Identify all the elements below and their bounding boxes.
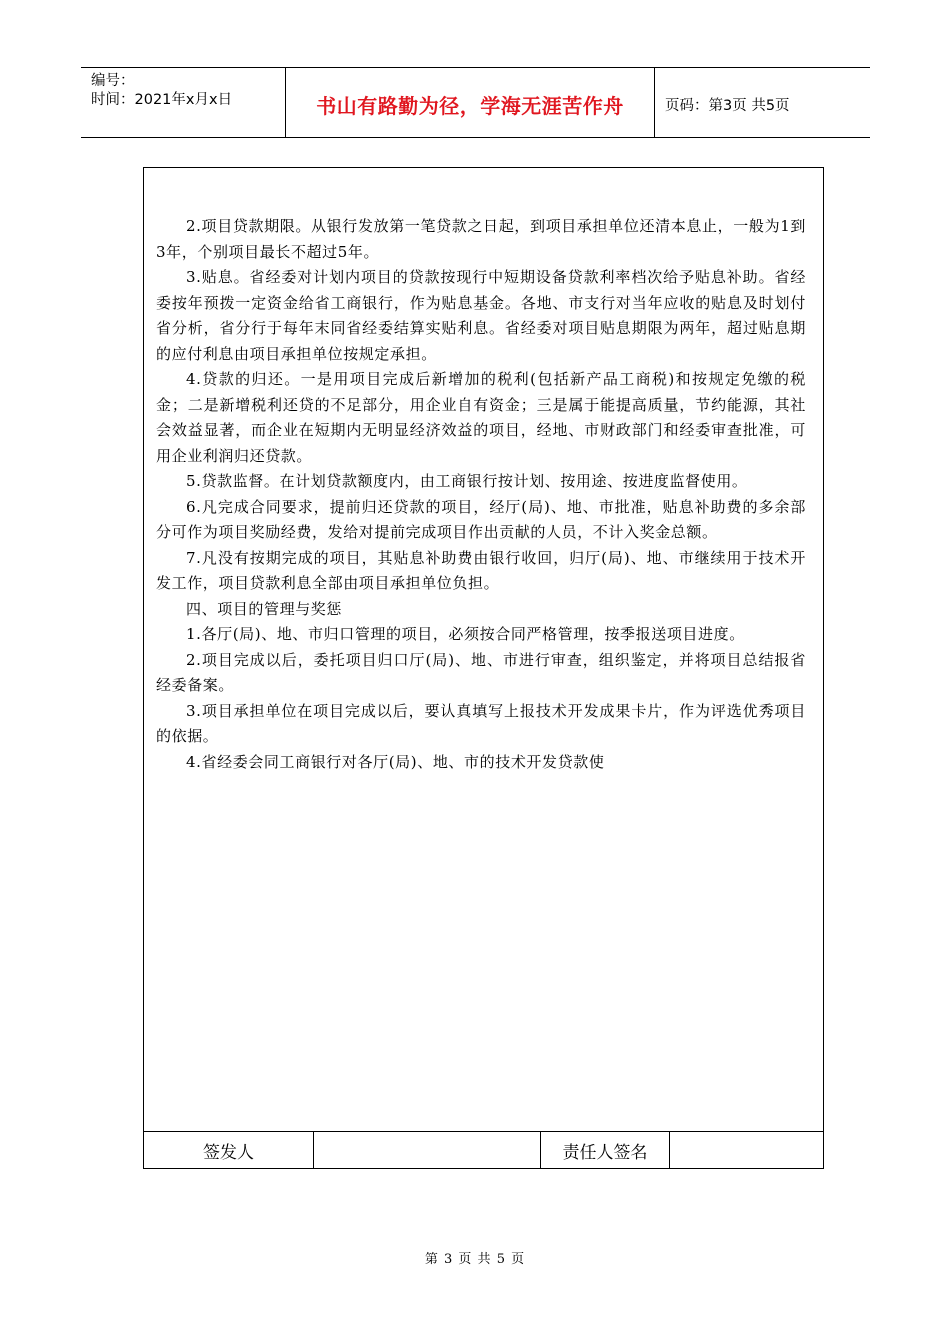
paragraph: 4.省经委会同工商银行对各厅(局)、地、市的技术开发贷款使 — [186, 752, 605, 771]
responsible-label: 责任人签名 — [541, 1132, 670, 1168]
signature-row — [143, 1131, 824, 1169]
paragraph: 2.项目贷款期限。从银行发放第一笔贷款之日起，到项目承担单位还清本息止，一般为1到3年，个别项目最长不超过5年。 — [156, 217, 806, 261]
number-label: 编号： — [91, 73, 135, 89]
paragraph: 3.项目承担单位在项目完成以后，要认真填写上报技术开发成果卡片，作为评选优秀项目的依据。 — [156, 701, 806, 745]
page-footer: 第 3 页 共 5 页 — [424, 1252, 526, 1267]
document-body — [156, 214, 806, 775]
header-motto: 书山有路勤为径，学海无涯苦作舟 — [285, 68, 655, 137]
issuer-label: 签发人 — [144, 1132, 314, 1168]
paragraph: 7.凡没有按期完成的项目，其贴息补助费由银行收回，归厅(局)、地、市继续用于技术开发工作，项目贷款利息全部由项目承担单位负担。 — [156, 548, 806, 592]
issuer-field[interactable] — [314, 1132, 541, 1168]
paragraph: 3.贴息。省经委对计划内项目的贷款按现行中短期设备贷款利率档次给予贴息补助。省经委按年预拨一定资金给省工商银行，作为贴息基金。各地、市支行对当年应收的贴息及时划付省分析，省分行于每年末同省经委结算实贴利息。省经委对项目贴息期限为两年，超过贴息期的应付利息由项目承担单位按规定承担。 — [156, 268, 806, 363]
paragraph: 5.贷款监督。在计划贷款额度内，由工商银行按计划、按用途、按进度监督使用。 — [186, 472, 748, 490]
responsible-field[interactable] — [670, 1132, 823, 1168]
paragraph: 4.贷款的归还。一是用项目完成后新增加的税利(包括新产品工商税)和按规定免缴的税金；二是新增税利还贷的不足部分，用企业自有资金；三是属于能提高质量，节约能源，其社会效益显著，而企业在短期内无明显经济效益的项目，经地、市财政部门和经委审查批准，可用企业利润归还贷款。 — [156, 370, 806, 465]
paragraph: 6.凡完成合同要求，提前归还贷款的项目，经厅(局)、地、市批准，贴息补助费的多余部分可作为项目奖励经费，发给对提前完成项目作出贡献的人员，不计入奖金总额。 — [156, 497, 806, 541]
header-page-info: 页码：第3页 共5页 — [665, 98, 790, 114]
header-table — [81, 67, 870, 138]
time-label: 时间：2021年x月x日 — [91, 92, 233, 108]
paragraph: 1.各厅(局)、地、市归口管理的项目，必须按合同严格管理，按季报送项目进度。 — [186, 625, 745, 643]
paragraph: 2.项目完成以后，委托项目归口厅(局)、地、市进行审查，组织鉴定，并将项目总结报省经委备案。 — [156, 650, 806, 694]
header-meta — [81, 68, 285, 137]
section-heading: 四、项目的管理与奖惩 — [186, 599, 343, 618]
